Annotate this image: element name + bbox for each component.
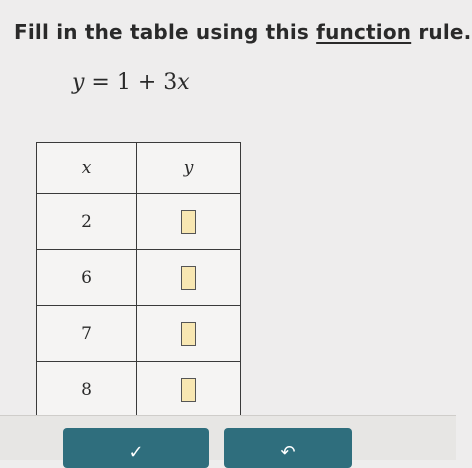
y-answer-input[interactable]: [181, 378, 196, 402]
y-cell: [137, 250, 241, 306]
y-cell: [137, 362, 241, 418]
function-table: [36, 142, 241, 418]
x-value: 6: [37, 250, 137, 306]
equation-coefficient: 3: [163, 70, 178, 95]
equation-equals: =: [84, 70, 117, 95]
function-rule-equation: [72, 70, 190, 95]
checkmark-icon: ✓: [128, 442, 144, 463]
function-glossary-link[interactable]: function: [316, 20, 412, 44]
y-answer-input[interactable]: [181, 266, 196, 290]
equation-y: y: [72, 70, 85, 95]
y-answer-input[interactable]: [181, 210, 196, 234]
instruction-text: [14, 20, 472, 44]
x-value: 8: [37, 362, 137, 418]
equation-x: x: [177, 70, 190, 95]
instruction-text-start: Fill in the table using this: [14, 20, 317, 44]
table-header-row: [37, 143, 241, 194]
x-value: 7: [37, 306, 137, 362]
equation-plus: +: [130, 70, 164, 95]
x-value: 2: [37, 194, 137, 250]
y-cell: [137, 194, 241, 250]
instruction-text-end: rule.: [411, 20, 472, 44]
undo-button[interactable]: [224, 428, 352, 468]
y-cell: [137, 306, 241, 362]
undo-arrow-icon: ↶: [280, 442, 296, 463]
check-answer-button[interactable]: [63, 428, 209, 468]
header-y: y: [137, 143, 241, 194]
table-row: [37, 306, 241, 362]
table-row: [37, 194, 241, 250]
table-row: [37, 250, 241, 306]
y-answer-input[interactable]: [181, 322, 196, 346]
table-row: [37, 362, 241, 418]
header-x: x: [37, 143, 137, 194]
equation-constant: 1: [116, 70, 131, 95]
